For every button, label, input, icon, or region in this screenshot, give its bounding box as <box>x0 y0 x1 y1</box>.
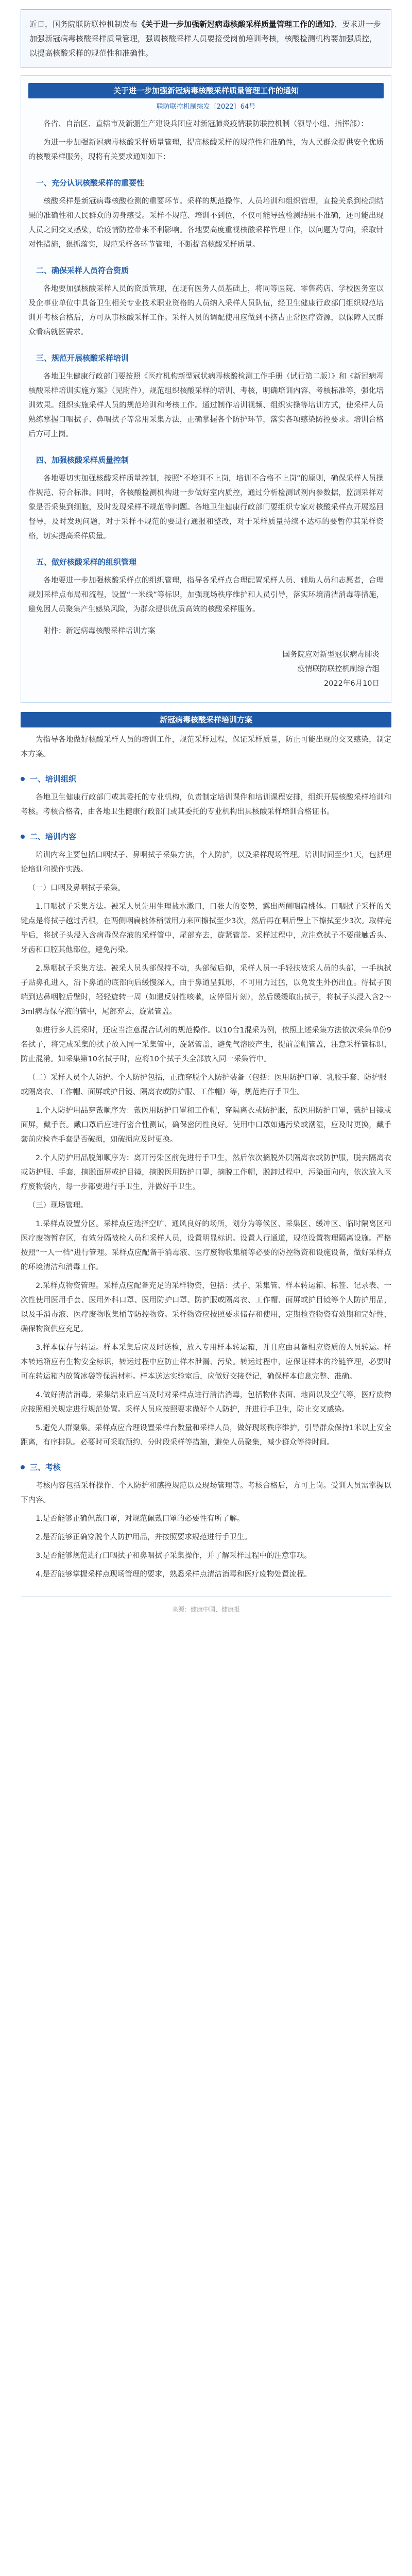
notice-attachment: 附件：新冠病毒核酸采样培训方案 <box>43 627 156 635</box>
notice-section-heading: 四、加强核酸采样质量控制 <box>36 455 129 465</box>
plan-section-heading <box>21 1460 391 1475</box>
intro-box <box>21 9 391 68</box>
signature-org: 国务院应对新型冠状病毒肺炎 <box>282 651 380 659</box>
notice-paragraph: 各地要进一步加强核酸采样点的组织管理，指导各采样点合理配置采样人员、辅助人员和志愿者，合理规划采样点布局和流程，设置“一米线”等标识，加强现场秩序维护和人员引导，落实环境清洁消毒等措施，避免因人员聚集产生感染风险，为群众提供优质高效的核酸采样服务。 <box>28 577 384 614</box>
notice-section-heading: 一、充分认识核酸采样的重要性 <box>36 178 145 188</box>
notice-section-heading: 五、做好核酸采样的组织管理 <box>36 557 137 567</box>
plan-paragraph: 4.做好清洁消毒。采集结束后应当及时对采样点进行清洁消毒，包括物体表面、地面以及空气等，医疗废物应按照相关规定进行规范处置。采样人员应按照要求做好个人防护，并进行手卫生，防止交叉感染。 <box>21 1391 391 1414</box>
bullet-dot-icon <box>21 835 25 839</box>
notice-frame <box>21 75 391 703</box>
plan-title-banner: 新冠病毒核酸采样培训方案 <box>21 712 391 727</box>
notice-paragraph: 各地要加强核酸采样人员的资质管理，在现有医务人员基础上，将同等医院、零售药店、学校医务室以及企事业单位中具备卫生相关专业技术职业资格的人员纳入采样人员队伍，经卫生健康行政部门组织规范培训并考核合格后，方可从事核酸采样工作。采样人员的调配使用应做到不挤占正常医疗资源，以保障人民群众看病就医需求。 <box>28 285 384 336</box>
plan-paragraph: 培训内容主要包括口咽拭子、鼻咽拭子采集方法，个人防护，以及采样现场管理。培训时间至少1天，包括理论培训和操作实践。 <box>21 851 391 874</box>
plan-section-heading-text: 二、培训内容 <box>30 832 77 841</box>
footer-divider <box>21 1596 391 1597</box>
notice-title-banner: 关于进一步加强新冠病毒核酸采样质量管理工作的通知 <box>28 83 384 98</box>
plan-section-heading <box>21 772 391 786</box>
bullet-dot-icon <box>21 777 25 781</box>
notice-salutation: 各省、自治区、直辖市及新疆生产建设兵团应对新冠肺炎疫情联防联控机制（领导小组、指挥部）： <box>43 120 368 128</box>
plan-paragraph: 1.采样点设置分区。采样点应选择空旷、通风良好的场所，划分为等候区、采集区、缓冲区、临时隔离区和医疗废物暂存区，有效分隔被检人员和采样人员，设置明显标识。设置人行通道，规范设置物理隔离设施。严格按照“一人一档”进行管理。采样点应配备手消毒液、医疗废物收集桶等必要的防控物资和设施设备，做好采样点的环境清洁和消毒工作。 <box>21 1220 391 1272</box>
plan-paragraph: 5.避免人群聚集。采样点应合理设置采样台数量和采样人员，做好现场秩序维护，引导群众保持1米以上安全距离，有序排队。必要时可采取预约、分时段采样等措施，避免人员聚集，减少群众等待时间。 <box>21 1424 391 1447</box>
notice-paragraph: 各地要切实加强核酸采样质量控制，按照“不培训不上岗，培训不合格不上岗”的原则，确保采样人员操作规范、符合标准。同时，各核酸检测机构进一步做好室内质控，通过分析检测试剂内参数据，监测采样对象是否采集到细胞，及时发现采样不规范等问题。各地卫生健康行政部门要组织专家对核酸采样点开展巡回督导，及时发现问题，对于采样不规范的要进行通报和整改，对于采样质量持续不达标的要暂停其采样资格，切实提高采样质量。 <box>28 474 384 540</box>
plan-paragraph: 如进行多人混采时，还应当注意混合试剂的规范操作。以10合1混采为例，依照上述采集方法依次采集单份9名拭子，将完成采集的拭子放入同一采集管中，旋紧管盖，避免气溶胶产生，提前盖帽管盖，注意采样管标识，防止混淆。如采集第10名拭子时，应将10个拭子头全部放入同一采集管中。 <box>21 1026 391 1063</box>
plan-paragraph: 2.是否能够正确穿脱个人防护用品，并按照要求规范进行手卫生。 <box>36 1533 252 1541</box>
intro-lead: 近日，国务院联防联控机制发布 <box>29 20 138 29</box>
bullet-dot-icon <box>21 1465 25 1469</box>
plan-paragraph: 1.是否能够正确佩戴口罩，对规范佩戴口罩的必要性有所了解。 <box>36 1515 245 1523</box>
plan-paragraph: 3.是否能够规范进行口咽拭子和鼻咽拭子采集操作，并了解采样过程中的注意事项。 <box>36 1552 312 1560</box>
plan-preamble: 为指导各地做好核酸采样人员的培训工作，规范采样过程，保证采样质量，防止可能出现的交叉感染，制定本方案。 <box>21 736 391 758</box>
notice-sections <box>28 176 384 617</box>
plan-paragraph: 2.鼻咽拭子采集方法。被采人员头部保持不动，头部微后仰，采样人员一手轻扶被采人员的头部，一手执拭子贴鼻孔进入，沿下鼻道的底部向后缓慢深入，由于鼻道呈弧形，不可用力过猛，以免发生外伤出血。待拭子顶端到达鼻咽腔后壁时，轻轻旋转一周（如遇反射性咳嗽，应停留片刻），然后缓缓取出拭子，将拭子头浸入含2～3ml病毒保存液的管中，尾部弃去，旋紧管盖。 <box>21 964 391 1016</box>
notice-section-heading: 三、规范开展核酸采样培训 <box>36 353 129 363</box>
plan-paragraph: 1.个人防护用品穿戴顺序为：戴医用防护口罩和工作帽，穿隔离衣或防护服，戴医用防护口罩，戴护目镜或面屏，戴手套。戴口罩后应进行密合性测试，确保密闭性良好。使用中口罩如遇污染或潮湿，应及时更换，戴手套前应检查手套是否破损，如破损应及时更换。 <box>21 1107 391 1144</box>
plan-paragraph: 各地卫生健康行政部门或其委托的专业机构，负责制定培训课件和培训课程安排，组织开展核酸采样培训和考核。考核合格者，由各地卫生健康行政部门或其委托的专业机构出具核酸采样培训合格证书。 <box>21 793 391 816</box>
notice-section-heading: 二、确保采样人员符合资质 <box>36 266 129 275</box>
plan-paragraph: 2.采样点物资管理。采样点应配备充足的采样物资，包括：拭子、采集管、样本转运箱、标签、记录表、一次性使用医用手套、医用外科口罩、医用防护口罩、防护服或隔离衣、工作帽、面屏或护目镜等个人防护用品，以及手消毒液、医疗废物收集桶等防控物资。采样物资应按照要求储存和使用，定期检查物资有效期和完好性，确保物资供应充足。 <box>21 1282 391 1333</box>
plan-subheading: （二）采样人员个人防护。个人防护包括，正确穿脱个人防护装备（包括：医用防护口罩、乳胶手套、防护服或隔离衣、工作帽、面屏或护目镜、隔离衣或防护服、工作帽）等，规范进行手卫生。 <box>21 1074 387 1096</box>
plan-section-heading-text: 一、培训组织 <box>30 774 77 784</box>
notice-preamble: 为进一步加强新冠病毒核酸采样质量管理，提高核酸采样的规范性和准确性，为人民群众提供安全优质的核酸采样服务，现将有关要求通知如下： <box>28 139 384 161</box>
plan-section-heading-text: 三、考核 <box>30 1463 61 1472</box>
plan-paragraph: 4.是否能够掌握采样点现场管理的要求，熟悉采样点清洁消毒和医疗废物处置流程。 <box>36 1570 312 1579</box>
plan-paragraph: 3.样本保存与转运。样本采集后应及时送检，放入专用样本转运箱，并且应由具备相应资质的人员转运。样本转运箱应有生物安全标识，转运过程中应防止样本泄漏、污染。转运过程中，应保证样本的冷链管理，必要时可在转运箱内放置冰袋等保温材料。样本送达实验室后，应做好交接登记，确保样本信息完整、准确。 <box>21 1344 391 1381</box>
plan-sections <box>21 772 391 1582</box>
plan-paragraph: 2.个人防护用品脱卸顺序为：离开污染区前先进行手卫生，然后依次摘脱外层隔离衣或防护服，脱去隔离衣或防护服、手套，摘脱面屏或护目镜，摘脱医用防护口罩，摘脱工作帽，脱卸过程中，污染面向内，依次放入医疗废物袋内，每一步都要进行手卫生，并做好手卫生。 <box>21 1154 391 1191</box>
notice-paragraph: 核酸采样是新冠病毒核酸检测的重要环节。采样的规范操作、人员培训和组织管理，直接关系到检测结果的准确性和人民群众的切身感受。采样不规范、培训不到位，不仅可能导致检测结果不准确，还可能出现人员之间交叉感染，给疫情防控带来不利影响。各地要高度重视核酸采样管理工作，以问题为导向，采取针对性措施，狠抓落实，规范采样各环节管理，不断提高核酸采样质量。 <box>28 197 384 249</box>
plan-subheading: （三）现场管理。 <box>28 1201 88 1210</box>
plan-subheading: （一）口咽及鼻咽拭子采集。 <box>28 884 125 892</box>
signature-date: 2022年6月10日 <box>323 680 380 688</box>
source-credit: 来源：健康中国、健康报 <box>171 1606 240 1613</box>
plan-paragraph: 考核内容包括采样操作、个人防护和感控规范以及现场管理等。考核合格后，方可上岗。受训人员需掌握以下内容。 <box>21 1482 391 1504</box>
plan-section-heading <box>21 829 391 844</box>
notice-doc-number: 联防联控机制综发〔2022〕64号 <box>156 103 256 111</box>
plan-paragraph: 1.口咽拭子采集方法。被采人员先用生理盐水漱口，口张大的姿势，露出两侧咽扁桃体。口咽拭子采样的关键点是将拭子越过舌根，在两侧咽扁桃体稍微用力来回擦拭至少3次，然后再在咽后壁上下擦拭至少3次。取样完毕后，将拭子头浸入含病毒保存液的采样管中，尾部弃去，旋紧管盖。采样过程中，应注意拭子不要碰触舌头、牙齿和口腔其他部位，避免污染。 <box>21 903 391 954</box>
intro-doc-title: 《关于进一步加强新冠病毒核酸采样质量管理工作的通知》 <box>138 20 335 29</box>
signature-org-2: 疫情联防联控机制综合组 <box>297 665 380 673</box>
notice-paragraph: 各地卫生健康行政部门要按照《医疗机构新型冠状病毒核酸检测工作手册（试行第二版）》和《新冠病毒核酸采样培训实施方案》（见附件），规范组织核酸采样的培训、考核，明确培训内容、考核标准等，强化培训效果。组织实施采样人员的规范培训和考核工作。通过制作培训视频、组织实操等培训方式，使采样人员熟练掌握口咽拭子、鼻咽拭子等常用采集方法，正确掌握各个防护环节，落实各项感染防控要求。培训合格后方可上岗。 <box>28 372 384 438</box>
intro-rest: ，要求进一步加强新冠病毒核酸采样质量管理，强调核酸采样人员要接受岗前培训考核，核酸检测机构要加强质控，以提高核酸采样的规范性和准确性。 <box>29 20 381 58</box>
